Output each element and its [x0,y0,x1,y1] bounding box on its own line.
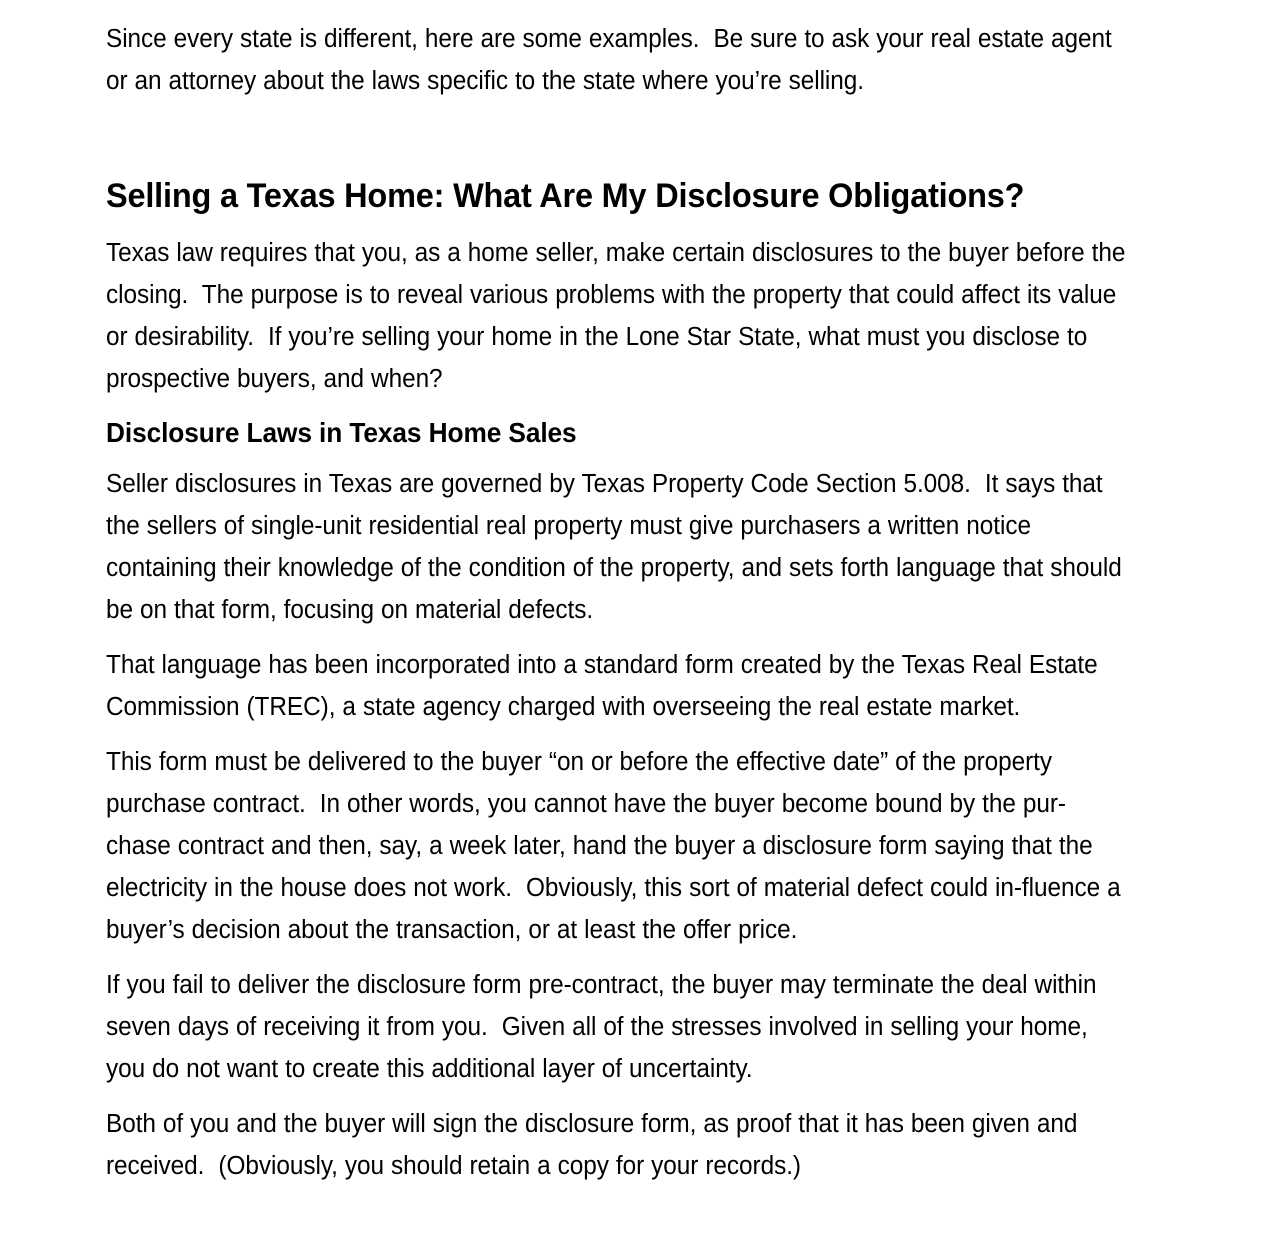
heading-spacer [106,102,1178,174]
signature-paragraph: Both of you and the buyer will sign the disclosure form, as proof that it has been given and received. (Obviously, you should retain a copy for your records.) [106,1110,1085,1180]
texas-law-paragraph: Texas law requires that you, as a home seller, make certain disclosures to the buyer before the closing. The purpose is to reveal various problems with the property that could affect its value or desirability. If you’re selling your home in the Lone Star State, what must you disclose to prospective buyers, and when? [106,239,1133,393]
termination-rights-paragraph: If you fail to deliver the disclosure form pre-contract, the buyer may terminate the deal within seven days of receiving it from you. Given all of the stresses involved in selling your home, you do not want to create this additional layer of uncertainty. [106,971,1104,1083]
property-code-paragraph: Seller disclosures in Texas are governed by Texas Property Code Section 5.008. It says that the sellers of single-unit residential real property must give purchasers a written notice containing their knowledge of the condition of the property, and sets forth language that should be on that form, focusing on material defects. [106,470,1129,624]
trec-paragraph: That language has been incorporated into a standard form created by the Texas Real Estate Commission (TREC), a state agency charged with overseeing the real estate market. [106,651,1105,721]
disclosure-laws-subheading: Disclosure Laws in Texas Home Sales [106,417,577,448]
intro-paragraph: Since every state is different, here are some examples. Be sure to ask your real estate agent or an attorney about the laws specific to the state where you’re selling. [106,25,1119,95]
document-body [106,18,1178,1200]
main-heading: Selling a Texas Home: What Are My Disclosure Obligations? [106,177,1025,215]
delivery-timing-paragraph: This form must be delivered to the buyer “on or before the effective date” of the property purchase contract. In other words, you cannot have the buyer become bound by the pur-chase contract and then, say, a week later, hand the buyer a disclosure form saying that the electricity in the house does not work. Obviously, this sort of material defect could in-fluence a buyer’s decision about the transaction, or at least the offer price. [106,748,1128,944]
